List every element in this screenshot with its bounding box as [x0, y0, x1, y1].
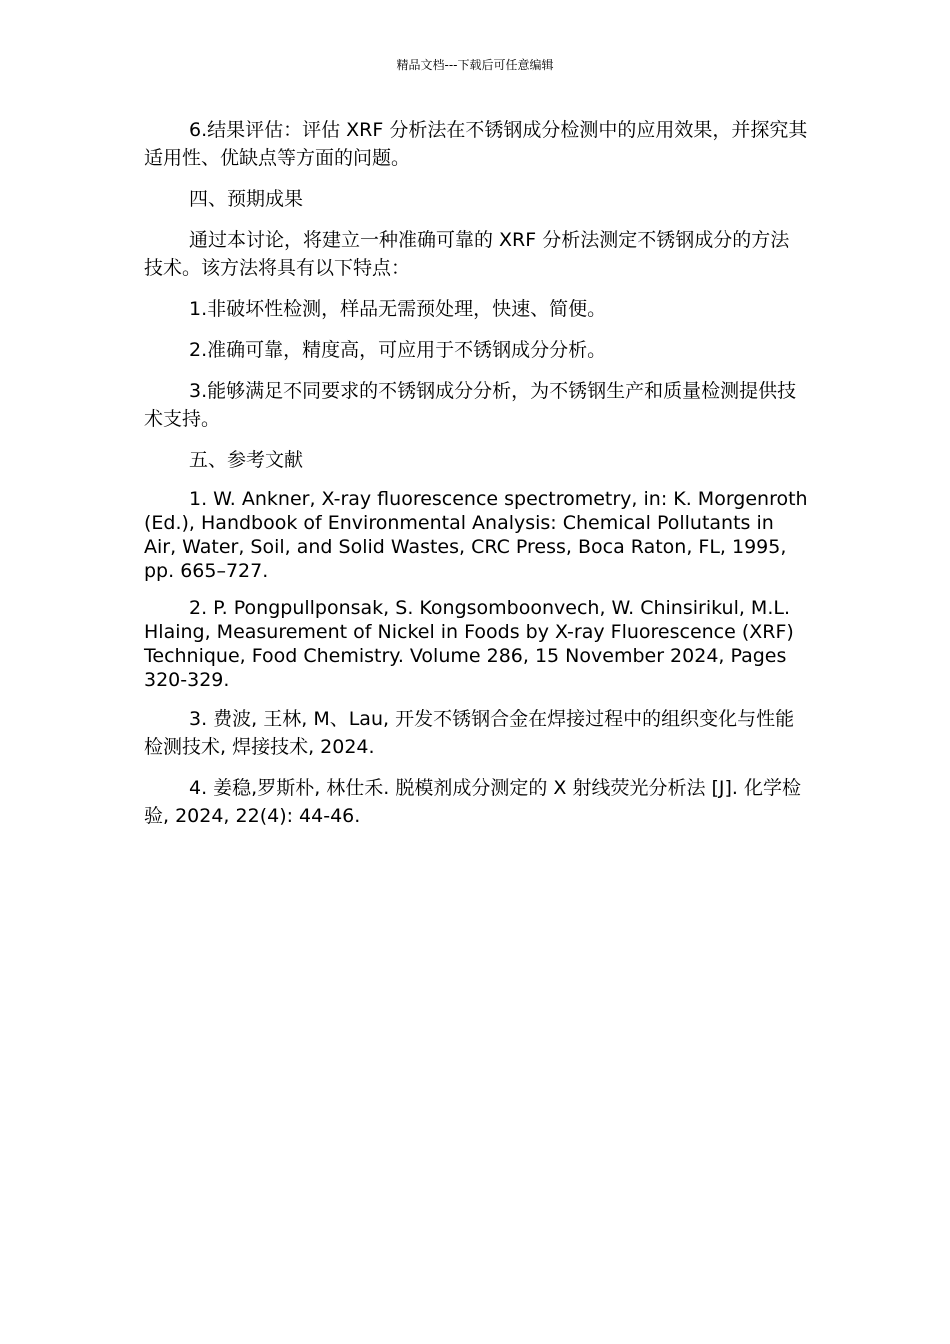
reference-item-1: 1. W. Ankner, X-ray fluorescence spectrometry, in: K. Morgenroth (Ed.), Handbook of Environmental Analysis: Chemical Pollutants in Air, Water, Soil, and Solid Wastes, CRC Press, Boca Raton, FL, 1995, pp. 665–727.	[144, 488, 808, 582]
reference-item-3: 3. 费波, 王林, M、Lau, 开发不锈钢合金在焊接过程中的组织变化与性能检测技术, 焊接技术, 2024.	[144, 708, 795, 758]
reference-item-4: 4. 姜稳,罗斯朴, 林仕禾. 脱模剂成分测定的 X 射线荧光分析法 [J]. 化学检验, 2024, 22(4): 44-46.	[144, 777, 802, 827]
paragraph-method-intro: 通过本讨论，将建立一种准确可靠的 XRF 分析法测定不锈钢成分的方法技术。该方法将具有以下特点：	[144, 229, 790, 279]
reference-item-2: 2. P. Pongpullponsak, S. Kongsomboonvech, W. Chinsirikul, M.L. Hlaing, Measurement of Nickel in Foods by X-ray Fluorescence (XRF) Technique, Food Chemistry. Volume 286, 15 November 2024, Pages 320-329.	[144, 597, 794, 691]
feature-item-3: 3.能够满足不同要求的不锈钢成分分析，为不锈钢生产和质量检测提供技术支持。	[144, 380, 797, 430]
page-header: 精品文档---下载后可任意编辑	[396, 58, 554, 72]
feature-item-1: 1.非破坏性检测，样品无需预处理，快速、简便。	[189, 298, 607, 320]
paragraph-result-evaluation: 6.结果评估：评估 XRF 分析法在不锈钢成分检测中的应用效果，并探究其适用性、优缺点等方面的问题。	[144, 119, 808, 169]
section-heading-references: 五、参考文献	[189, 449, 304, 471]
section-heading-expected-results: 四、预期成果	[189, 188, 304, 210]
feature-item-2: 2.准确可靠，精度高，可应用于不锈钢成分分析。	[189, 339, 607, 361]
document-body	[144, 116, 808, 830]
